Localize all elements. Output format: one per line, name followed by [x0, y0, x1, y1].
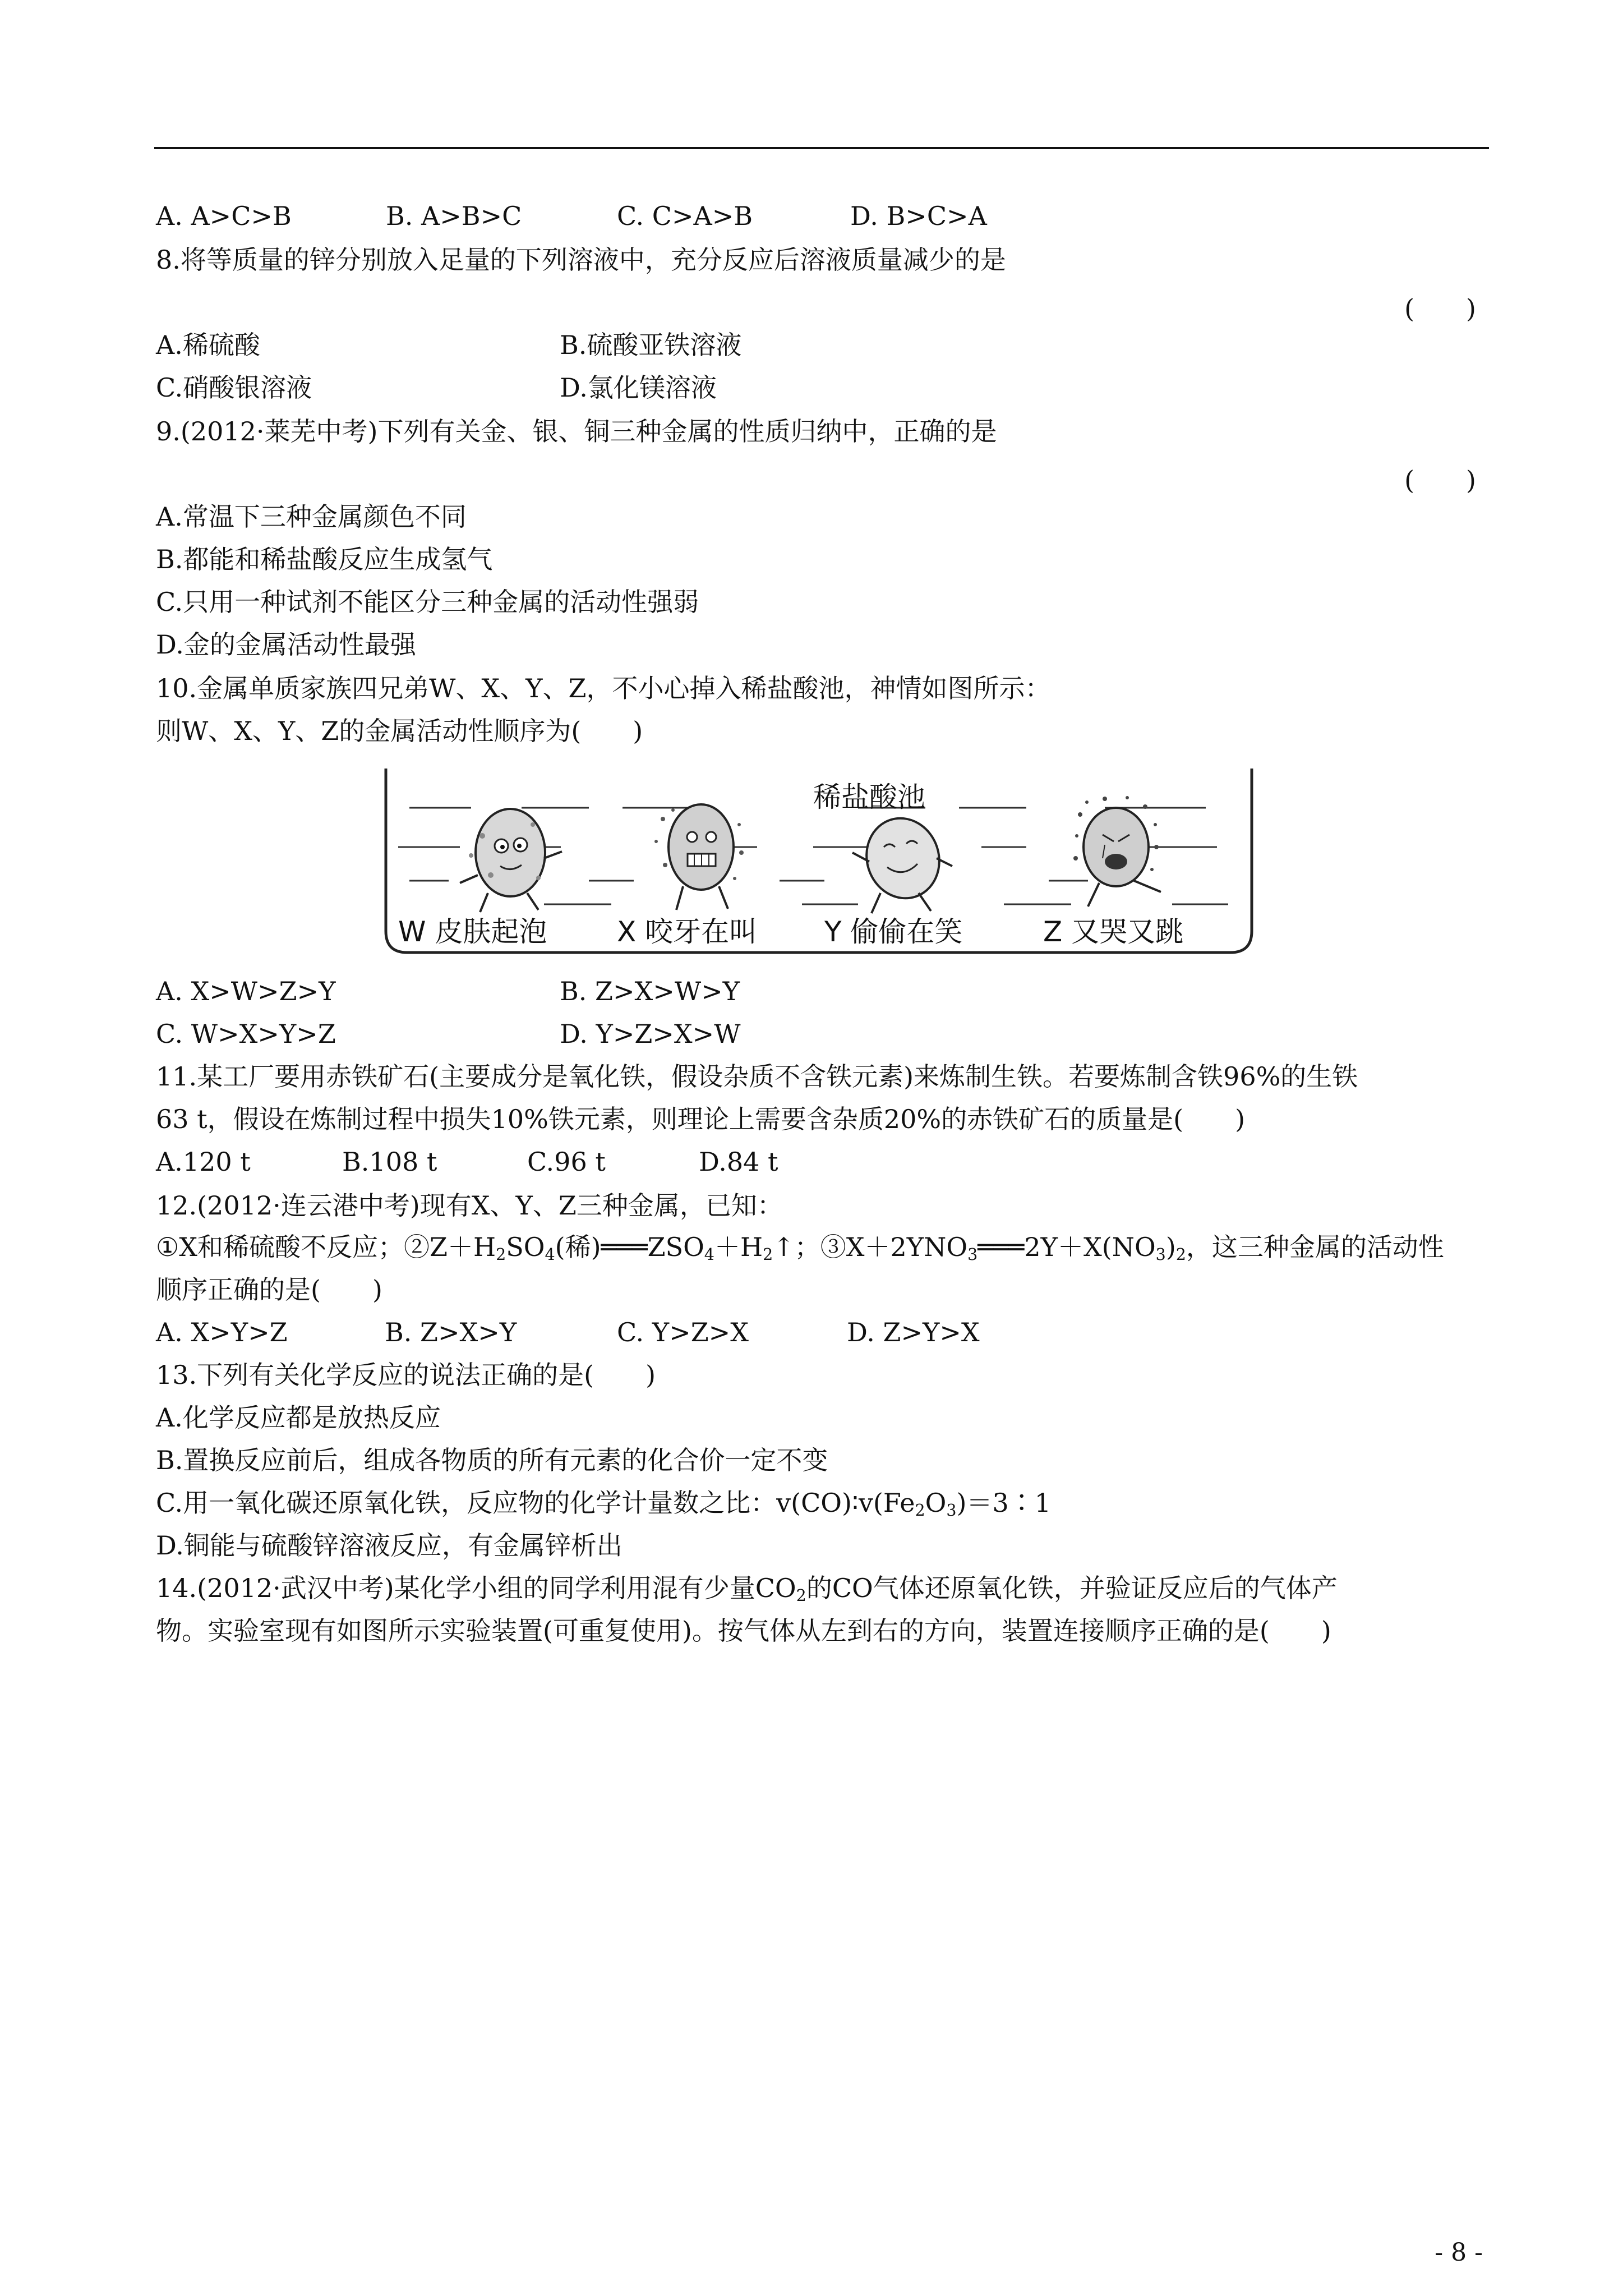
- q10-option-b: B. Z>X>W>Y: [560, 976, 740, 1006]
- q9-stem: 9.(2012·莱芜中考)下列有关金、银、铜三种金属的性质归纳中，正确的是: [156, 416, 997, 447]
- q12-option-d: D. Z>Y>X: [847, 1317, 980, 1347]
- metal-z-character: [1073, 796, 1161, 907]
- q14-stem-line2: 物。实验室现有如图所示实验装置(可重复使用)。按气体从左到右的方向，装置连接顺序正确的是( ): [156, 1616, 1331, 1646]
- q9-option-b: B.都能和稀盐酸反应生成氢气: [156, 544, 493, 574]
- metal-w-character: [460, 809, 562, 912]
- q11-option-c: C.96 t: [527, 1147, 606, 1177]
- q13-option-b: B.置换反应前后，组成各物质的所有元素的化合价一定不变: [156, 1445, 828, 1475]
- q7-option-a: A. A>C>B: [156, 201, 292, 231]
- metal-x-character: [654, 804, 744, 910]
- q8-option-b: B.硫酸亚铁溶液: [560, 330, 742, 360]
- q12-option-b: B. Z>X>Y: [385, 1317, 517, 1347]
- q12-stem-line1: 12.(2012·连云港中考)现有X、Y、Z三种金属，已知：: [156, 1190, 783, 1221]
- q7-option-b: B. A>B>C: [386, 201, 522, 231]
- q12-option-a: A. X>Y>Z: [156, 1317, 288, 1347]
- q14-stem-line1: 14.(2012·武汉中考)某化学小组的同学利用混有少量$CO_2$的CO气体还原氧化铁，并验证反应后的气体产: [156, 1573, 1338, 1605]
- q8-option-a: A.稀硫酸: [156, 330, 260, 360]
- q12-option-c: C. Y>Z>X: [617, 1317, 749, 1347]
- q9-option-c: C.只用一种试剂不能区分三种金属的活动性强弱: [156, 587, 699, 617]
- header-rule: [154, 147, 1489, 149]
- q12-stem-line3: 顺序正确的是( ): [156, 1274, 382, 1305]
- q11-option-d: D.84 t: [699, 1147, 778, 1177]
- q11-option-a: A.120 t: [156, 1147, 251, 1177]
- q8-option-d: D.氯化镁溶液: [560, 372, 717, 403]
- q10-option-c: C. W>X>Y>Z: [156, 1019, 336, 1049]
- q13-option-d: D.铜能与硫酸锌溶液反应，有金属锌析出: [156, 1530, 623, 1561]
- q13-option-c: C.用一氧化碳还原氧化铁，反应物的化学计量数之比：$v(CO)∶v(Fe_2O_3)=3∶1$: [156, 1488, 1052, 1520]
- q8-answer-paren: ( ): [1404, 293, 1476, 324]
- pool-title: 稀盐酸池: [813, 781, 925, 813]
- q11-option-b: B.108 t: [342, 1147, 437, 1177]
- q11-stem-line1: 11.某工厂要用赤铁矿石(主要成分是氧化铁，假设杂质不含铁元素)来炼制生铁。若要炼制含铁96%的生铁: [156, 1061, 1358, 1092]
- q13-stem: 13.下列有关化学反应的说法正确的是( ): [156, 1360, 656, 1390]
- q10-option-d: D. Y>Z>X>W: [560, 1019, 741, 1049]
- q9-option-d: D.金的金属活动性最强: [156, 629, 416, 660]
- acid-pool-figure: [376, 763, 1262, 959]
- q10-stem-line2: 则W、X、Y、Z的金属活动性顺序为( ): [156, 716, 643, 746]
- q11-stem-line2: 63 t，假设在炼制过程中损失10%铁元素，则理论上需要含杂质20%的赤铁矿石的质量是( ): [156, 1104, 1246, 1134]
- q9-answer-paren: ( ): [1404, 465, 1476, 495]
- q13-option-a: A.化学反应都是放热反应: [156, 1402, 441, 1433]
- q7-option-d: D. B>C>A: [850, 201, 987, 231]
- page-number: - 8 -: [1435, 2238, 1483, 2267]
- label-z: Z 又哭又跳: [1043, 915, 1184, 948]
- metal-y-character: [852, 809, 952, 913]
- label-w: W 皮肤起泡: [398, 915, 547, 948]
- q7-option-c: C. C>A>B: [617, 201, 753, 231]
- q12-conditions: ①X和稀硫酸不反应；$②Z+H_2SO_4$(稀)$═══ZSO_4+H_2↑$；$③X+2YNO_3═══2Y+X(NO_3)_2$，这三种金属的活动性: [156, 1232, 1444, 1264]
- label-x: X 咬牙在叫: [617, 915, 758, 948]
- q8-stem: 8.将等质量的锌分别放入足量的下列溶液中，充分反应后溶液质量减少的是: [156, 245, 1006, 275]
- q8-option-c: C.硝酸银溶液: [156, 372, 312, 403]
- q10-option-a: A. X>W>Z>Y: [156, 976, 336, 1006]
- label-y: Y 偷偷在笑: [824, 915, 963, 948]
- q9-option-a: A.常温下三种金属颜色不同: [156, 501, 467, 532]
- q10-stem-line1: 10.金属单质家族四兄弟W、X、Y、Z，不小心掉入稀盐酸池，神情如图所示：: [156, 673, 1051, 703]
